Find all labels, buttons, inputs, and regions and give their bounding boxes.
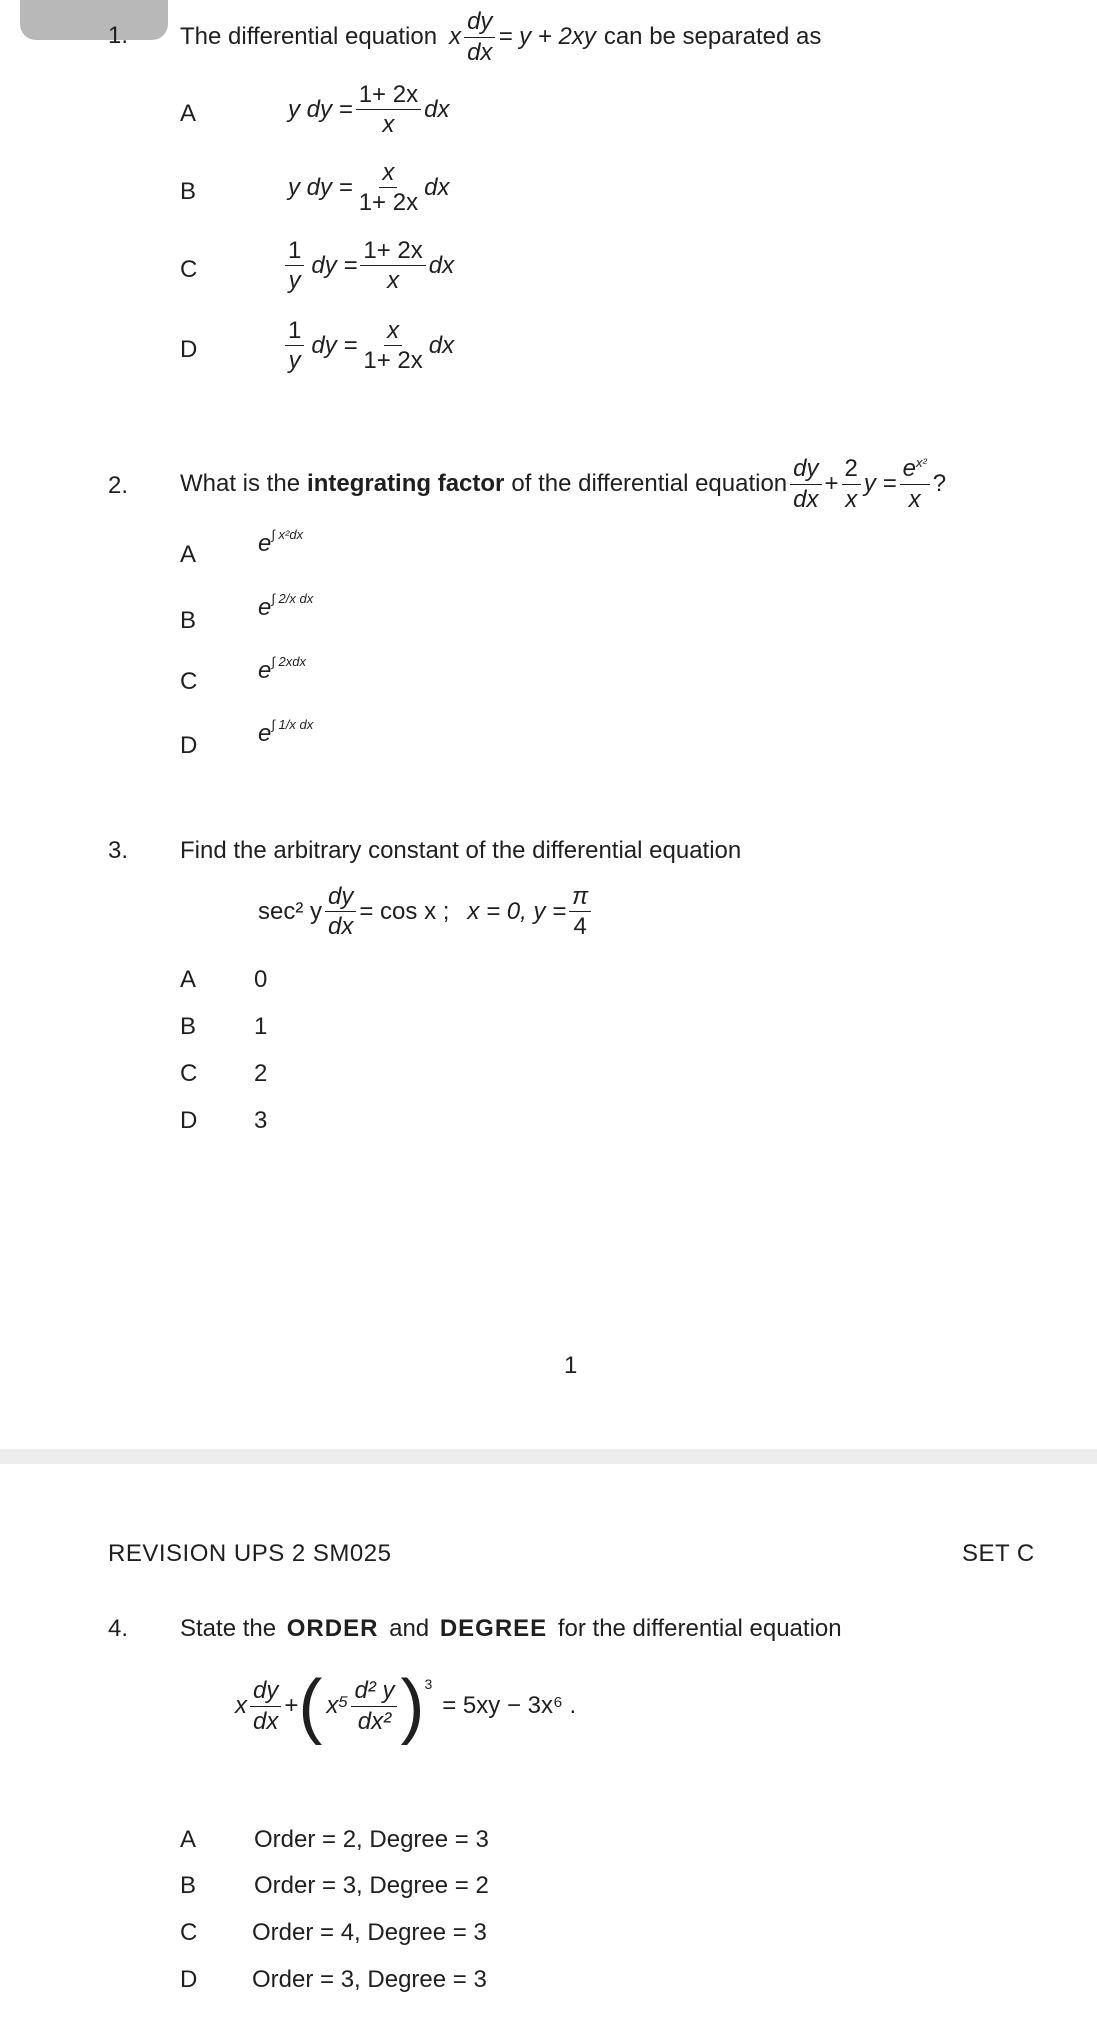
q4-option-c-letter[interactable]: C: [180, 1919, 198, 1946]
q2-d-base: e: [258, 720, 272, 747]
q2-eq-den1: dx: [793, 485, 819, 513]
q4-number: 4.: [108, 1615, 129, 1642]
q3-option-d[interactable]: 3: [254, 1107, 268, 1134]
q3-number: 3.: [108, 837, 129, 864]
q1-option-b-letter[interactable]: B: [180, 178, 197, 205]
q1-a-den: x: [382, 111, 395, 139]
q2-c-exp: ∫ 2xdx: [271, 653, 306, 669]
q1-c-tail: dx: [428, 251, 455, 279]
q2-option-b-letter[interactable]: B: [180, 607, 197, 634]
q2-option-c-letter[interactable]: C: [180, 668, 198, 695]
q1-d-lhs-num: 1: [285, 318, 304, 346]
q1-option-a-letter[interactable]: A: [180, 100, 197, 127]
q2-eq-frac1: [790, 456, 821, 511]
q2-b-base: e: [258, 594, 272, 621]
q1-text-before: The differential equation: [180, 23, 438, 50]
q2-option-c[interactable]: [258, 653, 306, 685]
q4-eq-num2: d² y: [351, 1678, 397, 1706]
q4-equation: [235, 1666, 577, 1746]
q4-eq-rhs: = 5xy − 3x⁶ .: [442, 1692, 577, 1719]
q3-option-d-letter[interactable]: D: [180, 1107, 198, 1134]
q1-b-num: x: [379, 160, 397, 188]
q2-option-d[interactable]: [258, 716, 314, 748]
q2-option-d-letter[interactable]: D: [180, 732, 198, 759]
q1-number: 1.: [108, 22, 129, 49]
q2-eq-num3-exp: x²: [915, 455, 927, 471]
page-number: 1: [564, 1352, 578, 1379]
q1-a-num: 1+ 2x: [356, 82, 421, 110]
q2-a-exp: ∫ x²dx: [271, 526, 304, 542]
q1-d-lhs-frac: [285, 318, 304, 373]
q1-option-c[interactable]: [282, 238, 454, 293]
q2-eq-plus: +: [824, 470, 839, 497]
q3-eq-four: 4: [573, 913, 587, 941]
q2-eq-num3: e: [902, 455, 916, 483]
document-header-set: SET C: [962, 1540, 1035, 1567]
q2-eq-question-mark: ?: [932, 470, 947, 497]
q1-eq-rhs: = y + 2xy: [498, 23, 596, 50]
q3-text: Find the arbitrary constant of the differential equation: [180, 837, 742, 864]
q1-a-frac: [356, 82, 421, 137]
q2-option-b[interactable]: [258, 590, 314, 622]
q1-d-lhs-den: y: [288, 347, 301, 375]
q4-eq-den2: dx²: [357, 1707, 392, 1735]
q3-eq-frac: [325, 884, 356, 939]
q1-eq-frac: [464, 9, 495, 64]
q4-eq-x: x: [235, 1692, 247, 1719]
q4-option-d-letter[interactable]: D: [180, 1966, 198, 1993]
q1-a-tail: dx: [424, 95, 450, 123]
q4-eq-x5: x⁵: [326, 1692, 349, 1719]
q1-question: [180, 8, 821, 66]
q2-eq-den2: x: [845, 485, 858, 513]
q4-option-a[interactable]: Order = 2, Degree = 3: [254, 1826, 489, 1853]
q4-eq-plus: +: [284, 1692, 299, 1719]
q2-b-exp: ∫ 2/x dx: [271, 590, 314, 606]
q3-eq-pi-frac: [569, 884, 591, 939]
page-separator: [0, 1449, 1097, 1464]
q4-option-b-letter[interactable]: B: [180, 1872, 197, 1899]
q2-option-a[interactable]: [258, 526, 304, 558]
q2-eq-num1: dy: [790, 456, 821, 484]
q2-eq-y: y =: [863, 470, 897, 497]
q2-eq-num2: 2: [842, 456, 861, 484]
q1-option-d-letter[interactable]: D: [180, 336, 198, 363]
q4-eq-right-paren: ): [400, 1666, 425, 1746]
page-tab: [20, 0, 168, 40]
q2-eq-frac3: [900, 456, 930, 511]
q4-degree-word: DEGREE: [439, 1615, 548, 1642]
q1-b-frac: [356, 160, 421, 215]
q2-question: [180, 448, 946, 520]
q3-eq-num: dy: [325, 884, 356, 912]
q4-option-c[interactable]: Order = 4, Degree = 3: [252, 1919, 487, 1946]
q1-a-lhs: y dy =: [288, 95, 353, 123]
q3-eq-den: dx: [328, 913, 354, 941]
q3-option-b[interactable]: 1: [254, 1013, 268, 1040]
q1-option-c-letter[interactable]: C: [180, 256, 198, 283]
q1-option-a[interactable]: [288, 82, 449, 137]
q2-text-b: of the differential equation: [511, 470, 788, 497]
q1-b-tail: dx: [424, 173, 450, 201]
q3-option-b-letter[interactable]: B: [180, 1013, 197, 1040]
q1-c-den: x: [387, 267, 400, 295]
q4-question: [180, 1615, 842, 1643]
q1-eq-x: x: [449, 23, 462, 50]
q3-equation: [258, 884, 594, 939]
q4-and: and: [389, 1615, 430, 1642]
q4-eq-frac1: [250, 1678, 281, 1733]
q1-d-tail: dx: [428, 331, 455, 359]
q4-eq-den1: dx: [253, 1707, 279, 1735]
q3-eq-pi: π: [569, 884, 591, 912]
q4-text-b: for the differential equation: [557, 1615, 842, 1642]
q1-c-lhs-den: y: [288, 267, 301, 295]
document-header-title: REVISION UPS 2 SM025: [108, 1540, 392, 1567]
q1-d-den: 1+ 2x: [363, 347, 423, 375]
q1-d-frac: [360, 318, 425, 373]
q4-text-a: State the: [180, 1615, 277, 1642]
q1-c-lhs-frac: [285, 238, 304, 293]
q3-option-c[interactable]: 2: [254, 1060, 268, 1087]
q1-eq-den: dx: [467, 38, 493, 66]
q3-option-c-letter[interactable]: C: [180, 1060, 198, 1087]
q1-c-lhs-num: 1: [285, 238, 304, 266]
q2-eq-frac2: [842, 456, 861, 511]
q3-eq-rhs: = cos x ;: [359, 897, 450, 925]
q2-text-bold: integrating factor: [307, 470, 505, 497]
q2-option-a-letter[interactable]: A: [180, 541, 197, 568]
q1-eq-num: dy: [464, 9, 495, 37]
q2-number: 2.: [108, 472, 129, 499]
q4-option-b[interactable]: Order = 3, Degree = 2: [254, 1872, 489, 1899]
q1-c-mid: dy =: [311, 251, 358, 279]
q1-option-d[interactable]: [282, 318, 454, 373]
q3-option-a-letter[interactable]: A: [180, 966, 197, 993]
q3-eq-sec: sec² y: [258, 897, 323, 925]
q1-c-frac: [360, 238, 425, 293]
q4-eq-num1: dy: [250, 1678, 281, 1706]
q2-d-exp: ∫ 1/x dx: [271, 716, 314, 732]
q1-b-den: 1+ 2x: [358, 189, 419, 217]
q4-eq-frac2: [351, 1678, 397, 1733]
q3-eq-cond: x = 0, y =: [467, 897, 567, 925]
q4-option-d[interactable]: Order = 3, Degree = 3: [252, 1966, 487, 1993]
q1-d-num: x: [384, 318, 402, 346]
q1-b-lhs: y dy =: [288, 173, 353, 201]
q4-eq-left-paren: (: [298, 1666, 323, 1746]
q1-c-num: 1+ 2x: [360, 238, 425, 266]
q2-a-base: e: [258, 530, 272, 557]
q4-option-a-letter[interactable]: A: [180, 1826, 197, 1853]
q2-c-base: e: [258, 657, 272, 684]
q3-option-a[interactable]: 0: [254, 966, 268, 993]
q2-text-a: What is the: [180, 470, 301, 497]
q1-text-after: can be separated as: [603, 23, 822, 50]
q1-option-b[interactable]: [288, 160, 449, 215]
q4-order-word: ORDER: [286, 1615, 379, 1642]
q2-eq-den3: x: [908, 485, 921, 513]
q1-d-mid: dy =: [311, 331, 358, 359]
q4-eq-power: 3: [424, 1676, 433, 1692]
